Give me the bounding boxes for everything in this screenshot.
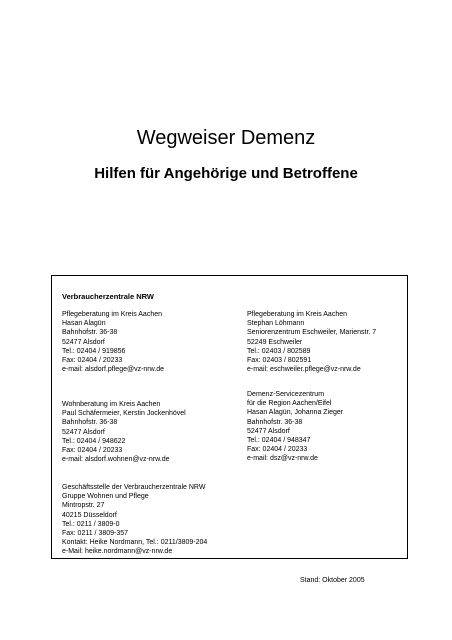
email-link[interactable]: e-Mail: heike.nordmann@vz-nrw.de: [62, 548, 173, 556]
address-line: Bahnhofstr. 36-38: [62, 419, 118, 427]
address-line: Gruppe Wohnen und Pflege: [62, 493, 149, 501]
page-title: Wegweiser Demenz: [136, 127, 316, 150]
address-line: Stephan Löhmann: [247, 320, 305, 328]
address-line: Geschäftsstelle der Verbraucherzentrale NRW: [62, 484, 206, 491]
address-line: 52477 Alsdorf: [62, 338, 105, 346]
email-link[interactable]: e-mail: alsdorf.pflege@vz-nrw.de: [62, 366, 165, 374]
address-line: Tel.: 02403 / 802589: [247, 347, 311, 355]
email-link[interactable]: e-mail: alsdorf.wohnen@vz-nrw.de: [62, 456, 170, 464]
address-line: Mintropstr. 27: [62, 502, 105, 510]
address-line: Tel.: 02404 / 948622: [62, 437, 126, 445]
address-line: Tel.: 02404 / 919856: [62, 347, 126, 355]
address-line: Fax: 02404 / 20233: [62, 357, 123, 365]
address-line: Tel.: 0211 / 3809-0: [62, 520, 120, 528]
address-line: Hasan Alagün, Johanna Zieger: [247, 409, 344, 417]
address-block-pflege-eschweiler: [247, 310, 376, 374]
address-block-geschaeftsstelle: [62, 483, 207, 557]
email-link[interactable]: e-mail: eschweiler.pflege@vz-nrw.de: [247, 366, 361, 374]
address-line: 40215 Düsseldorf: [62, 511, 117, 519]
address-line: Paul Schäfermeier, Kerstin Jockenhövel: [62, 410, 186, 418]
address-block-pflege-alsdorf: [62, 310, 164, 374]
address-line: 52477 Alsdorf: [247, 427, 290, 435]
address-block-demenz-servicezentrum: [247, 390, 343, 464]
address-line: Wohnberatung im Kreis Aachen: [62, 401, 161, 408]
address-line: Fax: 02403 / 802591: [247, 357, 312, 365]
address-line: Fax: 02404 / 20233: [247, 446, 308, 454]
address-line: Pflegeberatung im Kreis Aachen: [62, 311, 163, 318]
address-line: Seniorenzentrum Eschweiler, Marienstr. 7: [247, 329, 377, 337]
stand-date: Stand: Oktober 2005: [300, 577, 365, 584]
address-line: Tel.: 02404 / 948347: [247, 437, 311, 445]
address-line: Bahnhofstr. 36-38: [247, 418, 303, 426]
page-subtitle: Hilfen für Angehörige und Betroffene: [94, 165, 358, 183]
address-line: Demenz-Servicezentrum: [247, 391, 325, 398]
address-block-wohnberatung: [62, 400, 186, 464]
address-line: Bahnhofstr. 36-38: [62, 329, 118, 337]
address-line: 52477 Alsdorf: [62, 428, 105, 436]
email-link[interactable]: e-mail: dsz@vz-nrw.de: [247, 455, 318, 463]
address-line: 52249 Eschweiler: [247, 338, 303, 346]
org-heading: Verbraucherzentrale NRW: [62, 292, 154, 301]
address-line: Kontakt: Heike Nordmann, Tel.: 0211/3809-204: [62, 539, 208, 547]
address-line: Fax: 0211 / 3809-357: [62, 530, 129, 538]
address-line: Hasan Alagün: [62, 320, 106, 328]
address-line: für die Region Aachen/Eifel: [247, 400, 332, 408]
address-line: Fax: 02404 / 20233: [62, 447, 123, 455]
address-line: Pflegeberatung im Kreis Aachen: [247, 311, 348, 318]
